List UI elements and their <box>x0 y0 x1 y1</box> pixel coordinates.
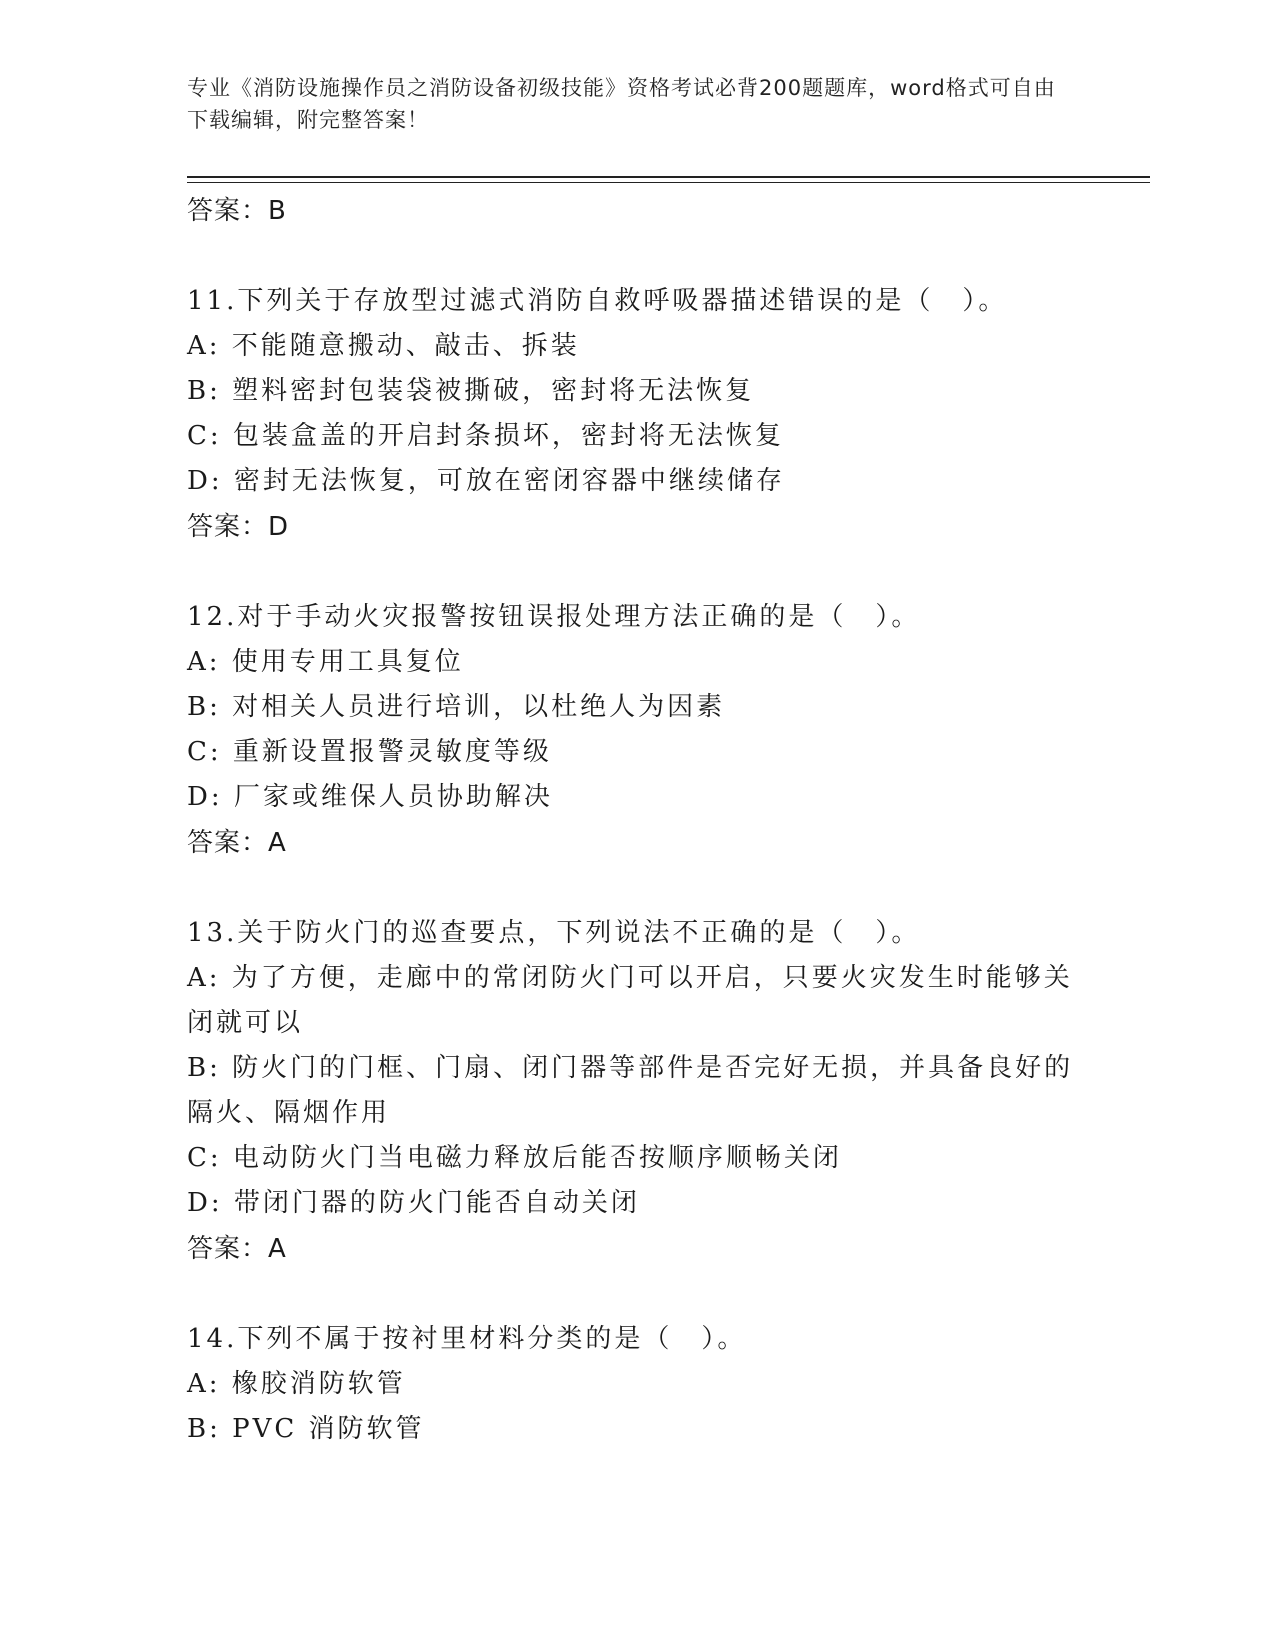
question-13 <box>187 911 1087 1272</box>
option-a: A: 不能随意搬动、敲击、拆装 <box>187 331 580 361</box>
option-a: A: 橡胶消防软管 <box>187 1369 406 1399</box>
option-d: D: 厂家或维保人员协助解决 <box>187 782 553 812</box>
question-stem: 13.关于防火门的巡查要点，下列说法不正确的是（ ）。 <box>187 918 921 948</box>
question-stem: 14.下列不属于按衬里材料分类的是（ ）。 <box>187 1324 747 1354</box>
answer-line: 答案：B <box>187 196 287 226</box>
document-header: 专业《消防设施操作员之消防设备初级技能》资格考试必背200题题库，word格式可自由下载编辑，附完整答案！ <box>187 76 1056 132</box>
question-14 <box>187 1317 1087 1452</box>
question-11 <box>187 279 1087 550</box>
option-c: C: 电动防火门当电磁力释放后能否按顺序顺畅关闭 <box>187 1143 842 1173</box>
question-stem: 12.对于手动火灾报警按钮误报处理方法正确的是（ ）。 <box>187 602 921 632</box>
option-b: B: PVC 消防软管 <box>187 1414 425 1444</box>
option-c: C: 包装盒盖的开启封条损坏，密封将无法恢复 <box>187 421 784 451</box>
option-a: A: 为了方便，走廊中的常闭防火门可以开启，只要火灾发生时能够关闭就可以 <box>187 963 1073 1038</box>
answer-line: 答案：A <box>187 1234 287 1264</box>
option-d: D: 带闭门器的防火门能否自动关闭 <box>187 1188 640 1218</box>
document-body <box>187 188 1087 1452</box>
option-c: C: 重新设置报警灵敏度等级 <box>187 737 552 767</box>
question-12 <box>187 595 1087 866</box>
answer-line: 答案：D <box>187 512 290 542</box>
answer-line: 答案：A <box>187 828 287 858</box>
option-d: D: 密封无法恢复，可放在密闭容器中继续储存 <box>187 466 785 496</box>
header-divider-thick <box>187 176 1150 178</box>
question-stem: 11.下列关于存放型过滤式消防自救呼吸器描述错误的是（ ）。 <box>187 286 1008 316</box>
header-divider-thin <box>187 182 1150 183</box>
option-b: B: 防火门的门框、门扇、闭门器等部件是否完好无损，并具备良好的隔火、隔烟作用 <box>187 1053 1074 1128</box>
option-b: B: 塑料密封包装袋被撕破，密封将无法恢复 <box>187 376 755 406</box>
option-a: A: 使用专用工具复位 <box>187 647 464 677</box>
option-b: B: 对相关人员进行培训，以杜绝人为因素 <box>187 692 726 722</box>
